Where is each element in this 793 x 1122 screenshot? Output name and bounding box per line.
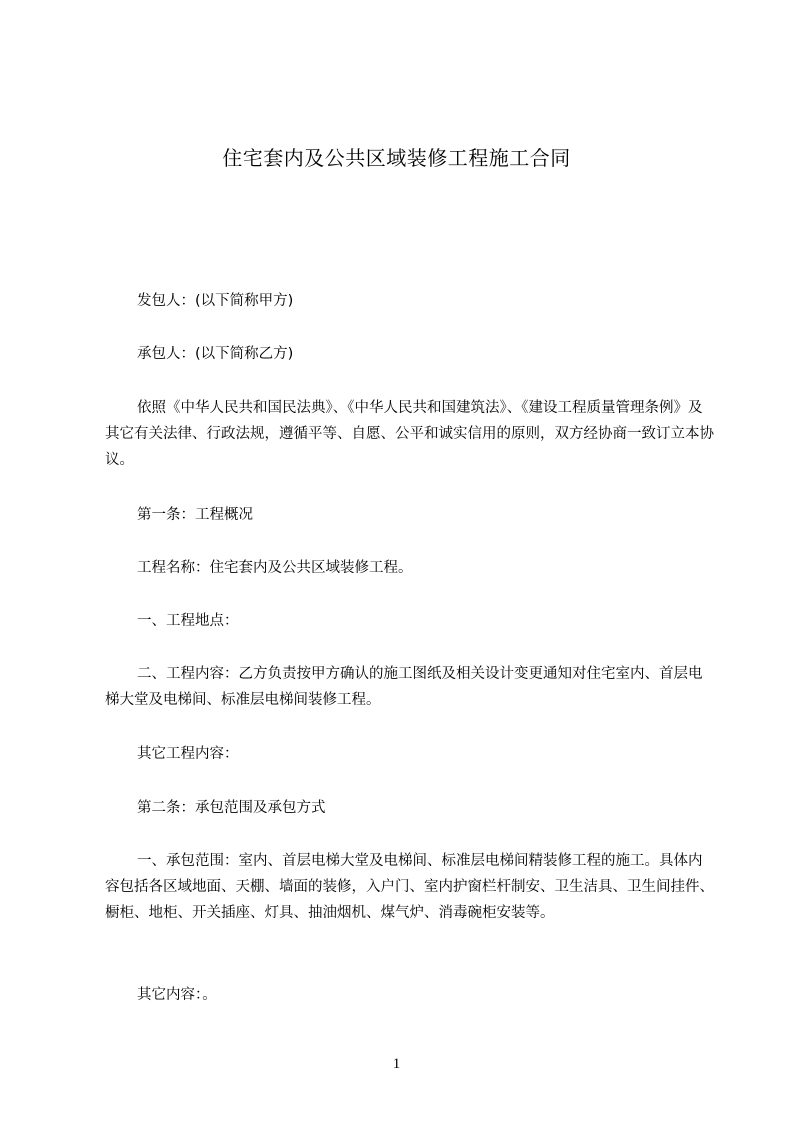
- page-number: 1: [392, 1056, 401, 1072]
- preamble-paragraph: 依照《中华人民共和国民法典》、《中华人民共和国建筑法》、《建设工程质量管理条例》及其它有关法律、行政法规，遵循平等、自愿、公平和诚实信用的原则，双方经协商一致订立本协议。: [105, 400, 714, 468]
- location-line: 一、工程地点：: [137, 613, 239, 629]
- article2-heading: 第二条：承包范围及承包方式: [137, 800, 326, 816]
- document-title: 住宅套内及公共区域装修工程施工合同: [222, 146, 571, 170]
- scope-paragraph: 一、承包范围：室内、首层电梯大堂及电梯间、标准层电梯间精装修工程的施工。具体内容包括各区域地面、天棚、墙面的装修，入户门、室内护窗栏杆制安、卫生洁具、卫生间挂件、橱柜、地柜、开关插座、灯具、抽油烟机、煤气炉、消毒碗柜安装等。: [105, 853, 714, 921]
- other-line: 其它内容：。: [137, 987, 217, 1003]
- article1-heading: 第一条：工程概况: [137, 507, 253, 523]
- employer-line: 发包人：(以下简称甲方): [137, 293, 294, 309]
- content-paragraph: 二、工程内容：乙方负责按甲方确认的施工图纸及相关设计变更通知对住宅室内、首层电梯大堂及电梯间、标准层电梯间装修工程。: [105, 666, 703, 708]
- contractor-line: 承包人：(以下简称乙方): [137, 346, 294, 362]
- other-content-line: 其它工程内容：: [137, 746, 239, 762]
- project-name-line: 工程名称：住宅套内及公共区域装修工程。: [137, 560, 413, 576]
